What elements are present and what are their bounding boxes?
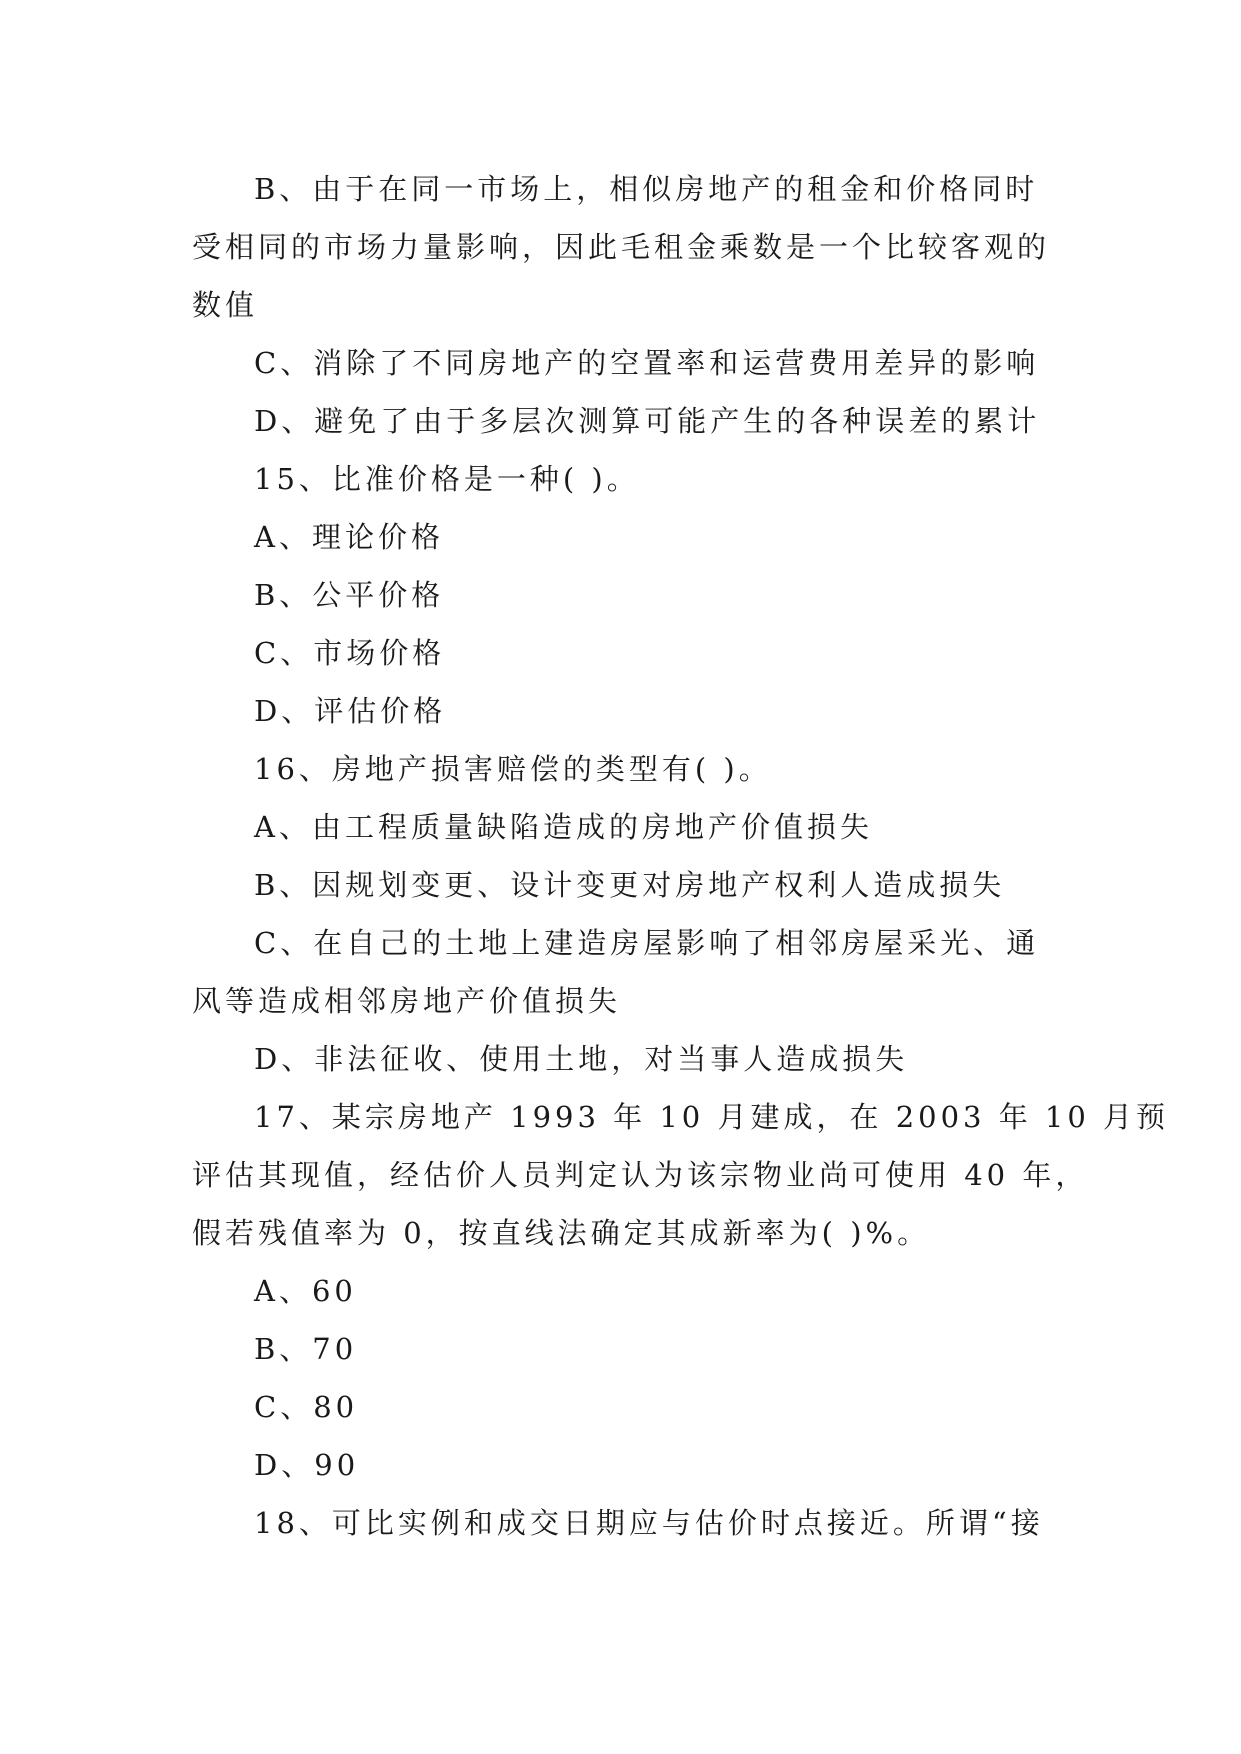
option-line: D、评估价格 (254, 694, 447, 728)
option-line: B、因规划变更、设计变更对房地产权利人造成损失 (254, 868, 1006, 902)
option-line: A、由工程质量缺陷造成的房地产价值损失 (254, 810, 873, 844)
option-line: B、70 (254, 1332, 358, 1366)
option-line: C、市场价格 (254, 636, 446, 670)
option-line: A、60 (254, 1274, 357, 1308)
option-line: B、公平价格 (254, 578, 445, 612)
text-line: D、避免了由于多层次测算可能产生的各种误差的累计 (254, 404, 1041, 438)
text-line: 风等造成相邻房地产价值损失 (192, 984, 622, 1018)
option-line: D、非法征收、使用土地，对当事人造成损失 (254, 1042, 909, 1076)
option-line: C、80 (254, 1390, 359, 1424)
option-line: A、理论价格 (254, 520, 444, 554)
text-line: 评估其现值，经估价人员判定认为该宗物业尚可使用 40 年， (192, 1158, 1089, 1192)
document-page (192, 160, 1170, 1552)
question-17: 17、某宗房地产 1993 年 10 月建成，在 2003 年 10 月预 (254, 1100, 1170, 1134)
option-line: C、在自己的土地上建造房屋影响了相邻房屋采光、通 (254, 926, 1040, 960)
question-18: 18、可比实例和成交日期应与估价时点接近。所谓“接 (254, 1506, 1044, 1540)
question-15: 15、比准价格是一种( )。 (254, 462, 640, 496)
question-16: 16、房地产损害赔偿的类型有( )。 (254, 752, 772, 786)
text-line: C、消除了不同房地产的空置率和运营费用差异的影响 (254, 346, 1040, 380)
text-line: 假若残值率为 0，按直线法确定其成新率为( )%。 (192, 1216, 931, 1250)
text-line: 数值 (192, 288, 259, 322)
text-line: 受相同的市场力量影响，因此毛租金乘数是一个比较客观的 (192, 230, 1051, 264)
option-line: D、90 (254, 1448, 360, 1482)
text-line: B、由于在同一市场上，相似房地产的租金和价格同时 (254, 172, 1039, 206)
